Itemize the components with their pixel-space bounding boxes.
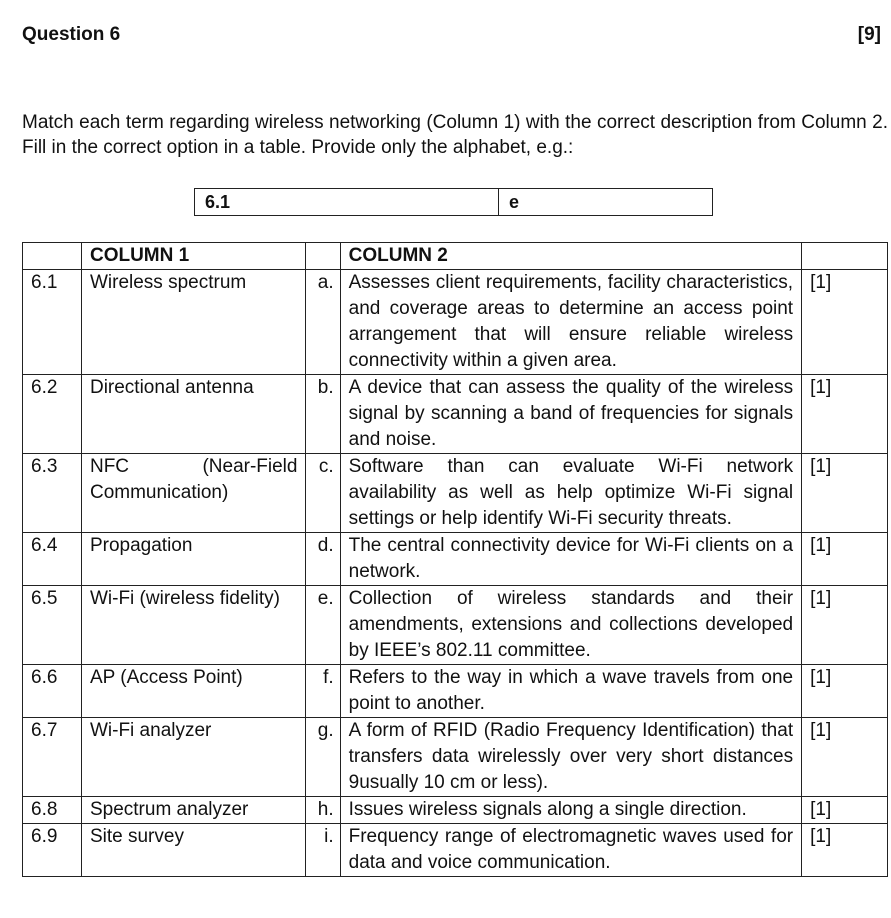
row-term: Directional antenna (81, 375, 306, 454)
row-letter: e. (306, 586, 340, 665)
instructions-text: Match each term regarding wireless networking (Column 1) with the correct description from Column 2. Fill in the correct option in a table. Provide only the alphabet, e.g.: (22, 112, 888, 158)
row-letter: d. (306, 533, 340, 586)
row-term: Propagation (81, 533, 306, 586)
row-letter: a. (306, 270, 340, 375)
row-letter: h. (306, 797, 340, 824)
header-letter-cell (306, 243, 340, 270)
header-mark-cell (802, 243, 888, 270)
table-row (23, 454, 888, 533)
table-row (23, 533, 888, 586)
row-term: Site survey (81, 824, 306, 877)
row-letter: i. (306, 824, 340, 877)
row-description: A form of RFID (Radio Frequency Identification) that transfers data wirelessly over very short distances 9usually 10 cm or less). (340, 718, 801, 797)
row-term: NFC (Near-Field Communication) (81, 454, 306, 533)
header-row (23, 243, 888, 270)
row-term: AP (Access Point) (81, 665, 306, 718)
table-row (23, 718, 888, 797)
row-term: Wi-Fi (wireless fidelity) (81, 586, 306, 665)
row-description: Collection of wireless standards and their amendments, extensions and collections developed by IEEE’s 802.11 committee. (340, 586, 801, 665)
row-number: 6.9 (23, 824, 82, 877)
column1-header: COLUMN 1 (81, 243, 306, 270)
table-row (23, 797, 888, 824)
row-mark: [1] (802, 586, 888, 665)
row-number: 6.4 (23, 533, 82, 586)
row-mark: [1] (802, 454, 888, 533)
row-number: 6.5 (23, 586, 82, 665)
example-row (195, 189, 713, 216)
row-description: The central connectivity device for Wi-Fi clients on a network. (340, 533, 801, 586)
table-row (23, 665, 888, 718)
example-number: 6.1 (195, 189, 499, 216)
row-description: Issues wireless signals along a single direction. (340, 797, 801, 824)
row-term: Wi-Fi analyzer (81, 718, 306, 797)
row-number: 6.3 (23, 454, 82, 533)
row-description: A device that can assess the quality of the wireless signal by scanning a band of frequencies for signals and noise. (340, 375, 801, 454)
row-letter: f. (306, 665, 340, 718)
row-description: Assesses client requirements, facility characteristics, and coverage areas to determine an access point arrangement that will ensure reliable wireless connectivity within a given area. (340, 270, 801, 375)
row-term: Spectrum analyzer (81, 797, 306, 824)
row-description: Software than can evaluate Wi-Fi network availability as well as help optimize Wi-Fi signal settings or help identify Wi-Fi security threats. (340, 454, 801, 533)
example-answer: e (499, 189, 713, 216)
table-row (23, 824, 888, 877)
example-answer-table (194, 188, 713, 216)
row-description: Refers to the way in which a wave travels from one point to another. (340, 665, 801, 718)
matching-table (22, 242, 888, 877)
row-number: 6.7 (23, 718, 82, 797)
header-num-cell (23, 243, 82, 270)
table-row (23, 586, 888, 665)
row-number: 6.6 (23, 665, 82, 718)
row-mark: [1] (802, 797, 888, 824)
row-number: 6.8 (23, 797, 82, 824)
row-term: Wireless spectrum (81, 270, 306, 375)
table-row (23, 270, 888, 375)
row-mark: [1] (802, 375, 888, 454)
table-row (23, 375, 888, 454)
row-description: Frequency range of electromagnetic waves used for data and voice communication. (340, 824, 801, 877)
row-number: 6.1 (23, 270, 82, 375)
row-number: 6.2 (23, 375, 82, 454)
row-letter: g. (306, 718, 340, 797)
row-mark: [1] (802, 665, 888, 718)
row-mark: [1] (802, 270, 888, 375)
row-mark: [1] (802, 718, 888, 797)
row-mark: [1] (802, 533, 888, 586)
row-mark: [1] (802, 824, 888, 877)
question-title: Question 6 (22, 24, 121, 45)
row-letter: c. (306, 454, 340, 533)
column2-header: COLUMN 2 (340, 243, 801, 270)
row-letter: b. (306, 375, 340, 454)
question-marks: [9] (857, 24, 881, 45)
